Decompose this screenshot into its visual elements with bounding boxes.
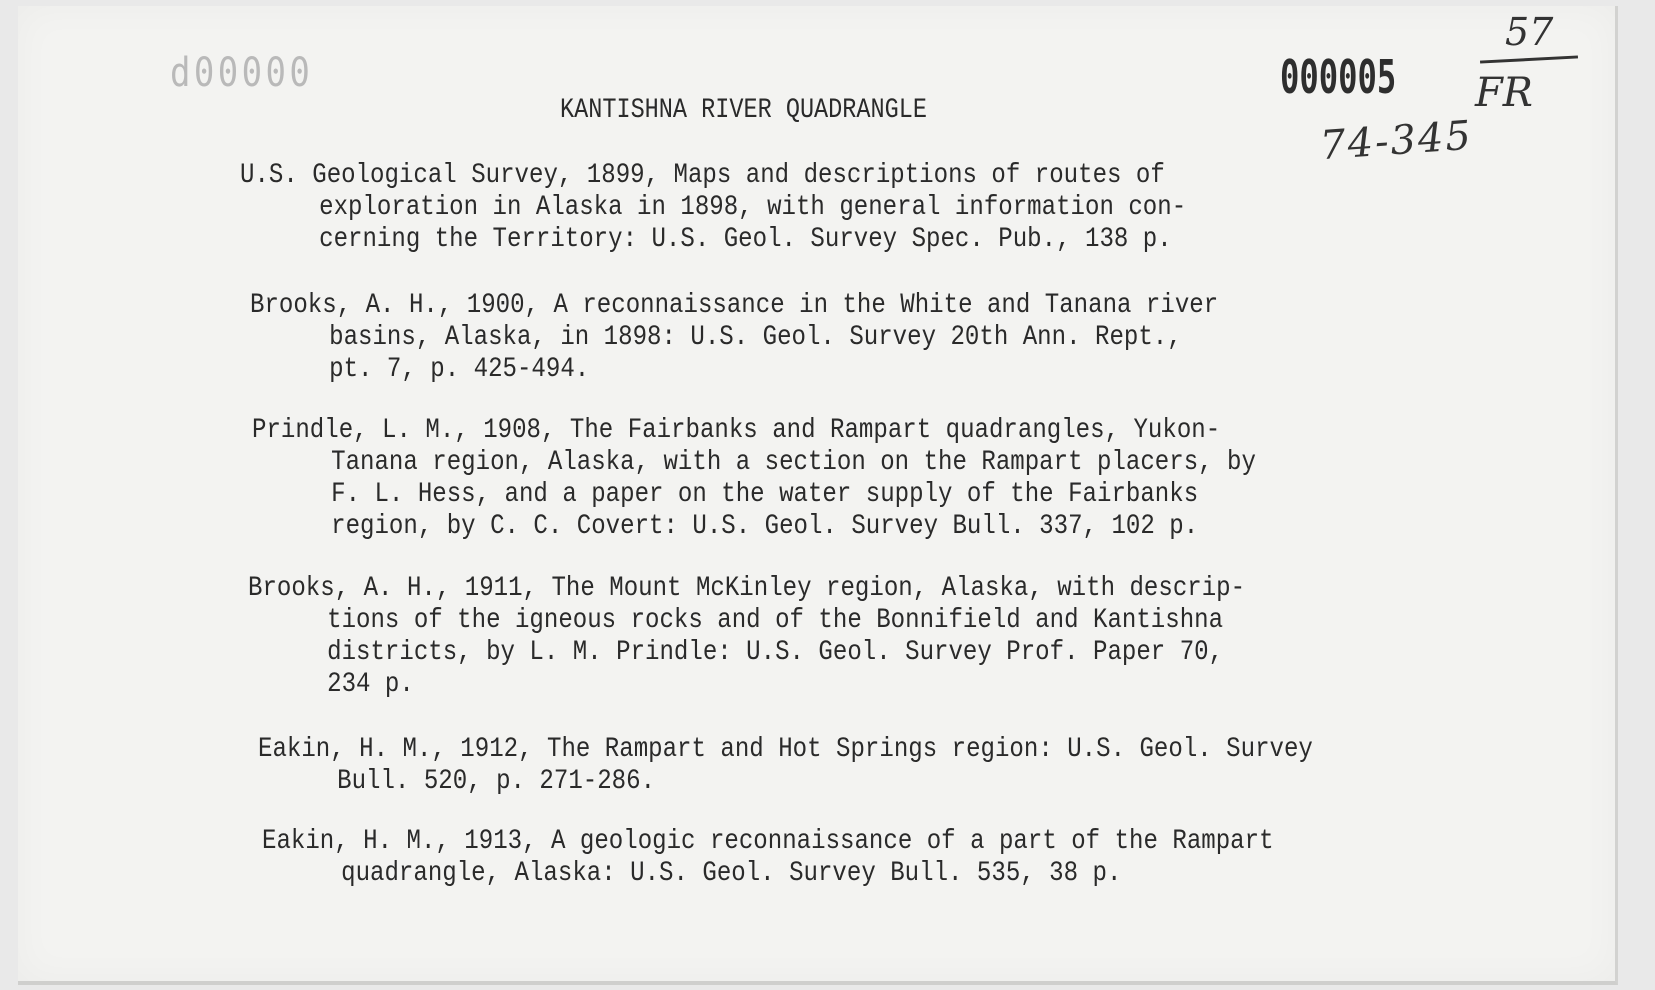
reference-line: pt. 7, p. 425-494. xyxy=(329,354,590,385)
reference-entry xyxy=(252,415,1256,543)
reference-line: Prindle, L. M., 1908, The Fairbanks and Rampart quadrangles, Yukon- xyxy=(252,415,1221,446)
reference-line: 234 p. xyxy=(327,669,414,700)
reference-entry xyxy=(248,573,1245,701)
reference-line: Brooks, A. H., 1911, The Mount McKinley region, Alaska, with descrip- xyxy=(248,573,1246,604)
reference-line: cerning the Territory: U.S. Geol. Survey Spec. Pub., 138 p. xyxy=(319,224,1172,255)
reference-line: Eakin, H. M., 1913, A geologic reconnaissance of a part of the Rampart xyxy=(262,826,1274,857)
reference-line: Tanana region, Alaska, with a section on the Rampart placers, by xyxy=(331,447,1256,478)
card-title: KANTISHNA RIVER QUADRANGLE xyxy=(560,95,927,126)
reference-line: tions of the igneous rocks and of the Bonnifield and Kantishna xyxy=(327,605,1224,636)
handwritten-number-top: 57 xyxy=(1505,10,1554,54)
reference-line: Brooks, A. H., 1900, A reconnaissance in the White and Tanana river xyxy=(250,290,1219,321)
reference-line: F. L. Hess, and a paper on the water supply of the Fairbanks xyxy=(331,479,1199,510)
handwritten-fr: FR xyxy=(1475,70,1533,116)
reference-line: basins, Alaska, in 1898: U.S. Geol. Survey 20th Ann. Rept., xyxy=(329,322,1182,353)
reference-entry xyxy=(250,290,1218,386)
reference-line: region, by C. C. Covert: U.S. Geol. Survey Bull. 337, 102 p. xyxy=(331,511,1199,542)
reference-line: Bull. 520, p. 271-286. xyxy=(337,766,656,797)
reference-entry xyxy=(258,734,1313,798)
reference-line: U.S. Geological Survey, 1899, Maps and descriptions of routes of xyxy=(240,160,1165,191)
reference-line: districts, by L. M. Prindle: U.S. Geol. Survey Prof. Paper 70, xyxy=(327,637,1224,668)
faded-stamp-number: d00000 xyxy=(170,50,314,96)
reference-line: quadrangle, Alaska: U.S. Geol. Survey Bull. 535, 38 p. xyxy=(341,858,1122,889)
handwritten-report-number: 74-345 xyxy=(1318,112,1475,170)
reference-entry xyxy=(240,160,1186,256)
reference-line: exploration in Alaska in 1898, with general information con- xyxy=(319,192,1187,223)
reference-entry xyxy=(262,826,1274,890)
reference-line: Eakin, H. M., 1912, The Rampart and Hot Springs region: U.S. Geol. Survey xyxy=(258,734,1313,765)
serial-stamp-number: 000005 xyxy=(1280,50,1397,104)
